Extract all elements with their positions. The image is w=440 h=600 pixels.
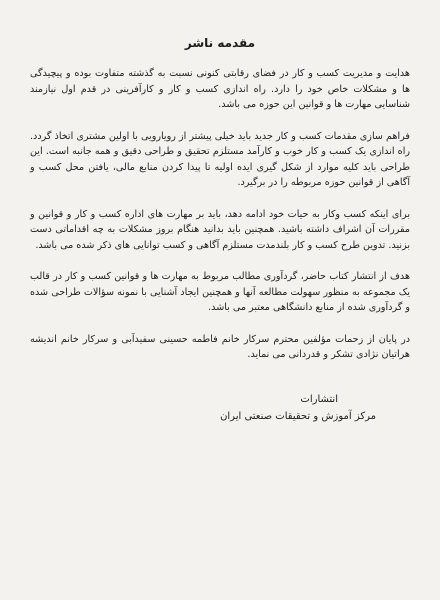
- publisher-label: انتشارات: [300, 393, 338, 405]
- paragraph-2: فراهم سازی مقدمات کسب و کار جدید باید خیلی پیشتر از رویارویی با اولین مشتری اتخاذ گردد. راه اندازی یک کسب و کار خوب و کارآمد مستلزم تحقیق و طراحی دقیق و همه جانبه است. این طراحی باید کلیه موارد از شکل گیری ایده اولیه تا پیدا کردن منابع مالی، یافتن محل کسب و آگاهی از قوانین حوزه مربوطه را در برگیرد.: [30, 130, 410, 189]
- publisher-signature: [30, 391, 410, 426]
- paragraph-5: در پایان از زحمات مؤلفین محترم سرکار خانم فاطمه حسینی سفیدآبی و سرکار خانم اندیشه هراتیان نژادی تشکر و قدردانی می نماید.: [30, 333, 410, 361]
- paragraph-4: هدف از انتشار کتاب حاضر، گردآوری مطالب مربوط به مهارت ها و قوانین کسب و کار در قالب یک مجموعه به منظور سهولت مطالعه آنها و همچنین ایجاد آشنایی با نمونه سؤالات طراحی شده و گردآوری شده از منابع دانشگاهی معتبر می باشد.: [30, 271, 410, 314]
- page-title: مقدمه ناشر: [184, 36, 256, 50]
- publisher-organization: مرکز آموزش و تحقیقات صنعتی ایران: [220, 411, 376, 423]
- paragraph-1: هدایت و مدیریت کسب و کار در فضای رقابتی کنونی نسبت به گذشته متفاوت بوده و پیچیدگی ها و مشکلات خاص خود را دارد. راه اندازی کسب و کار و کارآفرینی در قدم اول نیازمند شناسایی مهارت ها و قوانین این حوزه می باشد.: [30, 68, 410, 111]
- paragraph-3: برای اینکه کسب وکار به حیات خود ادامه دهد، باید بر مهارت های اداره کسب و کار و قوانین و مقررات آن اشراف داشته باشید. همچنین باید بدانید هنگام بروز مشکلات به چه اقداماتی دست بزنید. تدوین طرح کسب و کار بلندمدت مستلزم آگاهی و کسب توانایی های ذکر شده می باشد.: [30, 208, 410, 251]
